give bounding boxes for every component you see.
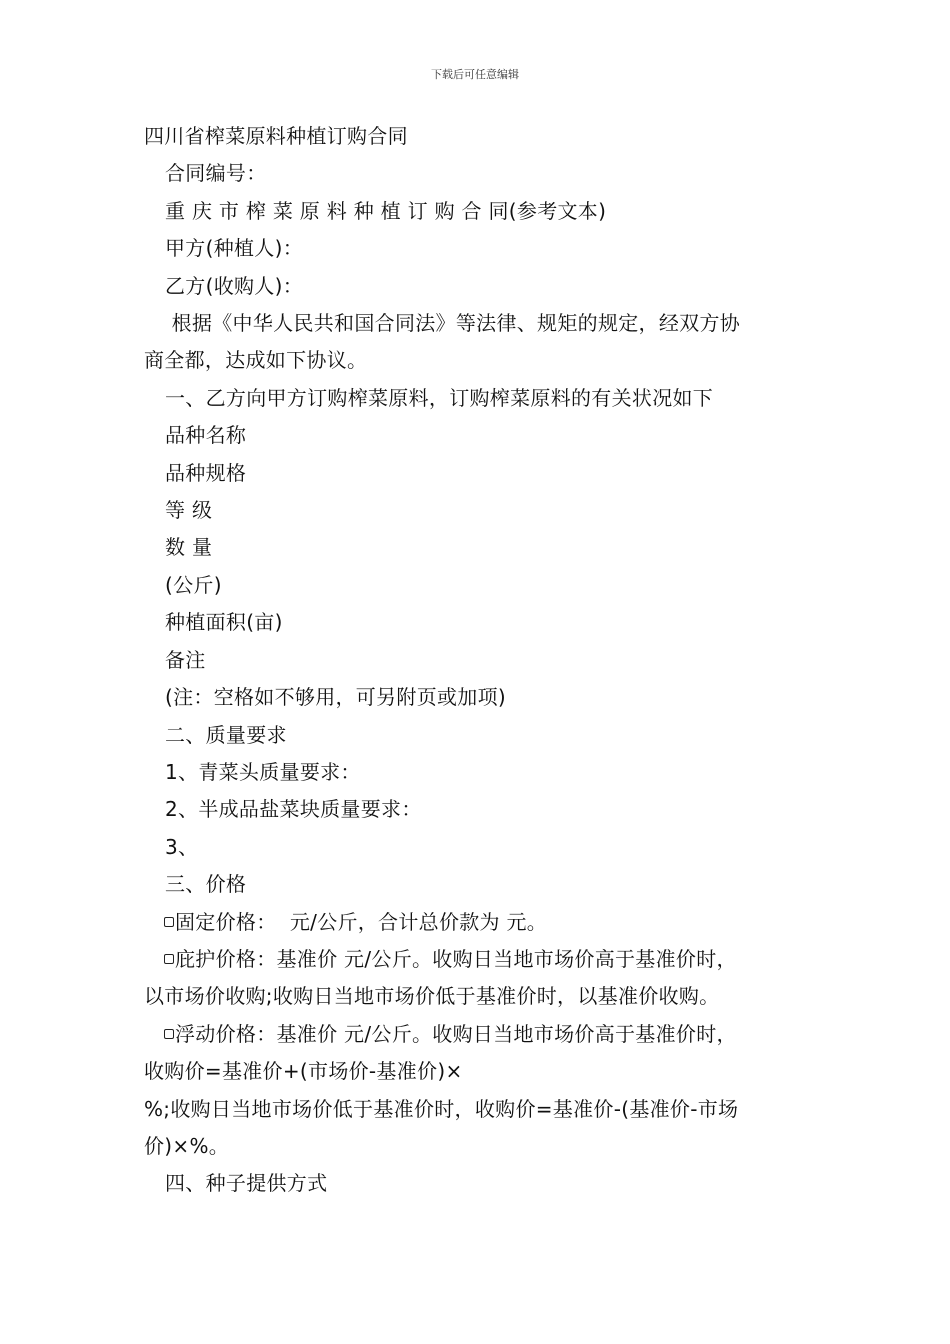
document-subtitle: 重 庆 市 榨 菜 原 料 种 植 订 购 合 同(参考文本) xyxy=(165,198,607,223)
contract-number: 合同编号： xyxy=(165,161,267,186)
table-field: 等 级 xyxy=(165,498,213,523)
price-protect-text: 庇护价格：基准价 元/公斤。收购日当地市场价高于基准价时， xyxy=(175,946,737,971)
price-option-protect xyxy=(144,941,812,978)
price-float-line-2: 收购价=基准价+(市场价-基准价)× xyxy=(144,1059,463,1084)
checkbox-icon xyxy=(164,954,174,964)
section-3-heading: 三、价格 xyxy=(165,872,247,897)
table-field: 品种规格 xyxy=(165,460,247,485)
document-title: 四川省榨菜原料种植订购合同 xyxy=(144,124,408,148)
party-a: 甲方(种植人)： xyxy=(165,236,304,261)
intro-paragraph-line-1: 根据《中华人民共和国合同法》等法律、规矩的规定，经双方协 xyxy=(165,311,741,336)
checkbox-icon xyxy=(164,917,174,927)
section-2-heading: 二、质量要求 xyxy=(165,722,287,747)
quality-item-3: 3、 xyxy=(165,834,199,859)
table-field: (公斤) xyxy=(165,572,222,597)
table-field: 数 量 xyxy=(165,535,213,560)
party-b: 乙方(收购人)： xyxy=(165,273,304,298)
price-protect-line-2: 以市场价收购;收购日当地市场价低于基准价时，以基准价收购。 xyxy=(144,984,720,1009)
section-1-heading: 一、乙方向甲方订购榨菜原料，订购榨菜原料的有关状况如下 xyxy=(165,385,714,410)
intro-paragraph-line-2: 商全都，达成如下协议。 xyxy=(144,348,368,373)
quality-item-1: 1、青菜头质量要求： xyxy=(165,759,361,784)
page-header: 下载后可任意编辑 xyxy=(431,68,519,81)
table-field: 种植面积(亩) xyxy=(165,610,283,635)
table-field: 备注 xyxy=(165,647,206,672)
table-note: (注：空格如不够用，可另附页或加项) xyxy=(165,685,507,710)
section-4-heading: 四、种子提供方式 xyxy=(165,1171,328,1196)
table-field: 品种名称 xyxy=(165,423,247,448)
quality-item-2: 2、半成品盐菜块质量要求： xyxy=(165,797,422,822)
price-option-fixed xyxy=(144,904,812,941)
price-float-line-4: 价)×%。 xyxy=(144,1133,230,1158)
price-float-text: 浮动价格：基准价 元/公斤。收购日当地市场价高于基准价时， xyxy=(175,1021,737,1046)
price-option-float xyxy=(144,1016,812,1053)
document-body xyxy=(144,118,812,1203)
price-fixed-text: 固定价格： 元/公斤，合计总价款为 元。 xyxy=(175,909,548,934)
checkbox-icon xyxy=(164,1029,174,1039)
price-float-line-3: %;收购日当地市场价低于基准价时，收购价=基准价-(基准价-市场 xyxy=(144,1096,739,1121)
